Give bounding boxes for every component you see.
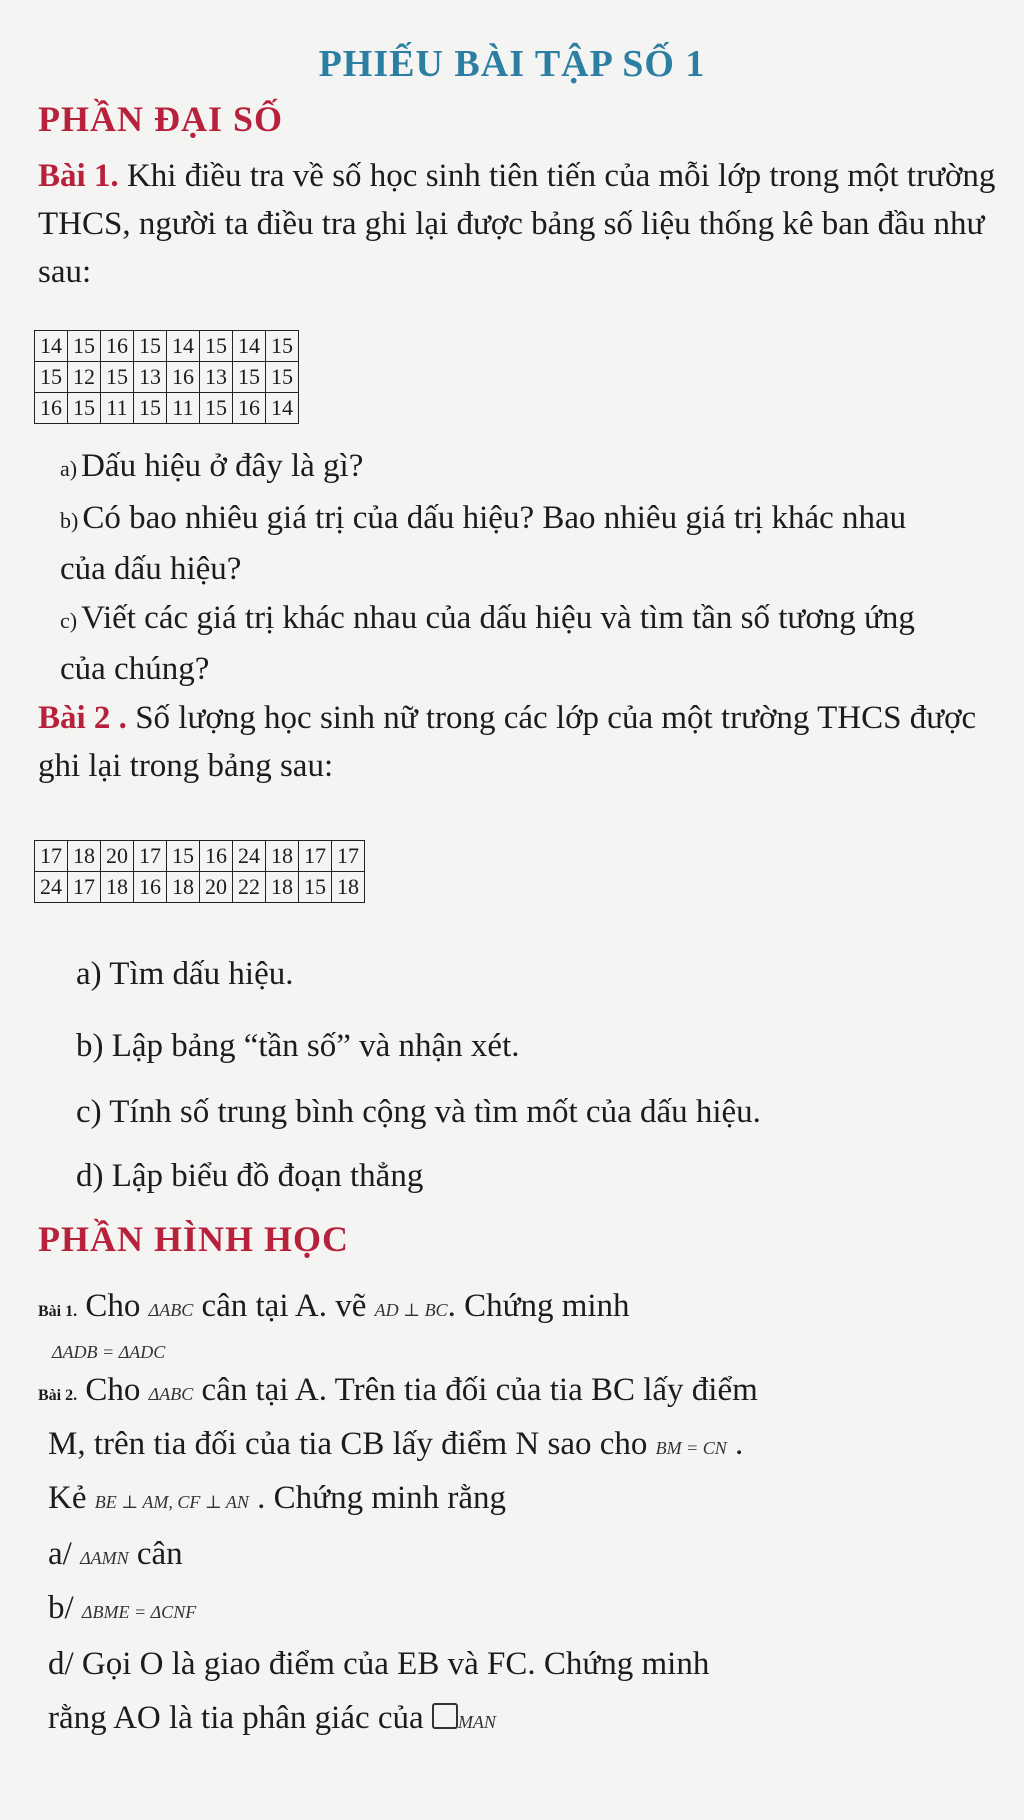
table-cell: 15 [266, 362, 299, 393]
table-cell: 17 [299, 841, 332, 872]
table-cell: 15 [68, 393, 101, 424]
exercise-2-text: Số lượng học sinh nữ trong các lớp của một trường THCS được ghi lại trong bảng sau: [38, 700, 977, 784]
question-marker: b) [60, 508, 79, 533]
text-run: cân tại A. vẽ [193, 1288, 375, 1324]
table-cell: 17 [68, 872, 101, 903]
text-run: Cho [77, 1288, 149, 1324]
text-run: Cho [77, 1372, 149, 1408]
table-cell: 16 [101, 331, 134, 362]
table-cell: 18 [266, 841, 299, 872]
table-row [35, 841, 365, 872]
table-cell: 17 [332, 841, 365, 872]
table-cell: 15 [299, 872, 332, 903]
exercise-2-data-table [34, 840, 365, 903]
exercise-1-label: Bài 1. [38, 158, 119, 194]
table-cell: 12 [68, 362, 101, 393]
text-run: cân [128, 1536, 183, 1572]
geometry-exercise-2-question-b [48, 1584, 998, 1636]
formula-triangle-amn: ΔAMN [80, 1548, 129, 1568]
table-cell: 18 [266, 872, 299, 903]
geometry-exercise-2-line-2 [48, 1420, 998, 1472]
geometry-exercise-2-line-1 [38, 1366, 1008, 1420]
geometry-exercise-2-question-d-line-1: d/ Gọi O là giao điểm của EB và FC. Chứng minh [48, 1646, 710, 1682]
text-run: M, trên tia đối của tia CB lấy điểm N sao cho [48, 1426, 656, 1462]
table-cell: 16 [167, 362, 200, 393]
table-cell: 17 [134, 841, 167, 872]
text-run: Kẻ [48, 1480, 95, 1516]
table-cell: 11 [167, 393, 200, 424]
geometry-exercise-2-line-3 [48, 1474, 998, 1526]
geometry-exercise-2-question-d-line-2 [48, 1694, 998, 1746]
table-cell: 20 [101, 841, 134, 872]
question-text: Viết các giá trị khác nhau của dấu hiệu và tìm tần số tương ứng của chúng? [60, 600, 915, 687]
table-cell: 13 [200, 362, 233, 393]
exercise-1-question-a [60, 442, 1010, 493]
table-cell: 18 [167, 872, 200, 903]
table-cell: 15 [167, 841, 200, 872]
table-cell: 15 [233, 362, 266, 393]
table-cell: 14 [233, 331, 266, 362]
text-run: . Chứng minh rằng [248, 1480, 507, 1516]
exercise-2-label: Bài 2 . [38, 700, 127, 736]
question-text: Có bao nhiêu giá trị của dấu hiệu? Bao nhiêu giá trị khác nhau của dấu hiệu? [60, 500, 907, 587]
table-row [35, 393, 299, 424]
table-cell: 16 [233, 393, 266, 424]
exercise-2-question-b: b) Lập bảng “tần số” và nhận xét. [76, 1028, 520, 1064]
exercise-1-data-table [34, 330, 299, 424]
exercise-marker: Bài 2. [38, 1387, 78, 1404]
table-cell: 18 [332, 872, 365, 903]
table-row [35, 872, 365, 903]
table-cell: 15 [200, 331, 233, 362]
table-cell: 15 [200, 393, 233, 424]
table-cell: 11 [101, 393, 134, 424]
formula-bm-equals-cn: BM = CN [655, 1438, 727, 1458]
formula-ad-perp-bc: AD ⊥ BC [374, 1300, 448, 1320]
exercise-2-question-a: a) Tìm dấu hiệu. [76, 956, 294, 992]
formula-perpendiculars: BE ⊥ AM, CF ⊥ AN [94, 1492, 249, 1512]
table-cell: 17 [35, 841, 68, 872]
table-row [35, 331, 299, 362]
table-cell: 18 [101, 872, 134, 903]
geometry-section-title: PHẦN HÌNH HỌC [38, 1219, 350, 1259]
formula-adb-equals-adc: ΔADB = ΔADC [52, 1342, 166, 1362]
table-cell: 16 [134, 872, 167, 903]
formula-angle-man: MAN [457, 1712, 496, 1732]
broken-formula-icon [432, 1703, 458, 1729]
table-cell: 16 [35, 393, 68, 424]
table-cell: 15 [101, 362, 134, 393]
table-cell: 14 [266, 393, 299, 424]
algebra-exercise-2 [38, 694, 998, 790]
formula-triangle-abc: ΔABC [148, 1300, 194, 1320]
formula-bme-equals-cnf: ΔBME = ΔCNF [81, 1602, 197, 1622]
algebra-exercise-1 [38, 152, 998, 296]
question-marker: c) [60, 608, 78, 633]
exercise-1-question-b [60, 494, 960, 593]
formula-triangle-abc: ΔABC [148, 1384, 194, 1404]
table-cell: 18 [68, 841, 101, 872]
table-cell: 15 [68, 331, 101, 362]
exercise-2-question-c: c) Tính số trung bình cộng và tìm mốt của dấu hiệu. [76, 1094, 761, 1130]
question-marker: a/ [48, 1536, 81, 1572]
exercise-1-text: Khi điều tra về số học sinh tiên tiến của mỗi lớp trong một trường THCS, người ta điều tra ghi lại được bảng số liệu thống kê ban đầu như sau: [38, 158, 996, 290]
question-marker: b/ [48, 1590, 82, 1626]
geometry-exercise-2-question-a [48, 1530, 998, 1582]
table-cell: 14 [167, 331, 200, 362]
question-marker: a) [60, 456, 78, 481]
table-cell: 15 [134, 331, 167, 362]
table-cell: 16 [200, 841, 233, 872]
table-cell: 24 [233, 841, 266, 872]
table-cell: 14 [35, 331, 68, 362]
table-cell: 15 [266, 331, 299, 362]
table-cell: 15 [134, 393, 167, 424]
text-run: . [726, 1426, 744, 1462]
table-cell: 24 [35, 872, 68, 903]
worksheet-title: PHIẾU BÀI TẬP SỐ 1 [318, 43, 706, 85]
exercise-2-question-d: d) Lập biểu đồ đoạn thẳng [76, 1158, 424, 1194]
text-run: cân tại A. Trên tia đối của tia BC lấy điểm [193, 1372, 758, 1408]
text-run: rằng AO là tia phân giác của [48, 1700, 432, 1736]
question-text: Dấu hiệu ở đây là gì? [81, 448, 364, 484]
table-cell: 15 [35, 362, 68, 393]
text-run: . Chứng minh [447, 1288, 630, 1324]
exercise-marker: Bài 1. [38, 1303, 78, 1320]
table-cell: 13 [134, 362, 167, 393]
table-row [35, 362, 299, 393]
table-cell: 20 [200, 872, 233, 903]
algebra-section-title: PHẦN ĐẠI SỐ [38, 99, 284, 139]
table-cell: 22 [233, 872, 266, 903]
exercise-1-question-c [60, 594, 960, 693]
